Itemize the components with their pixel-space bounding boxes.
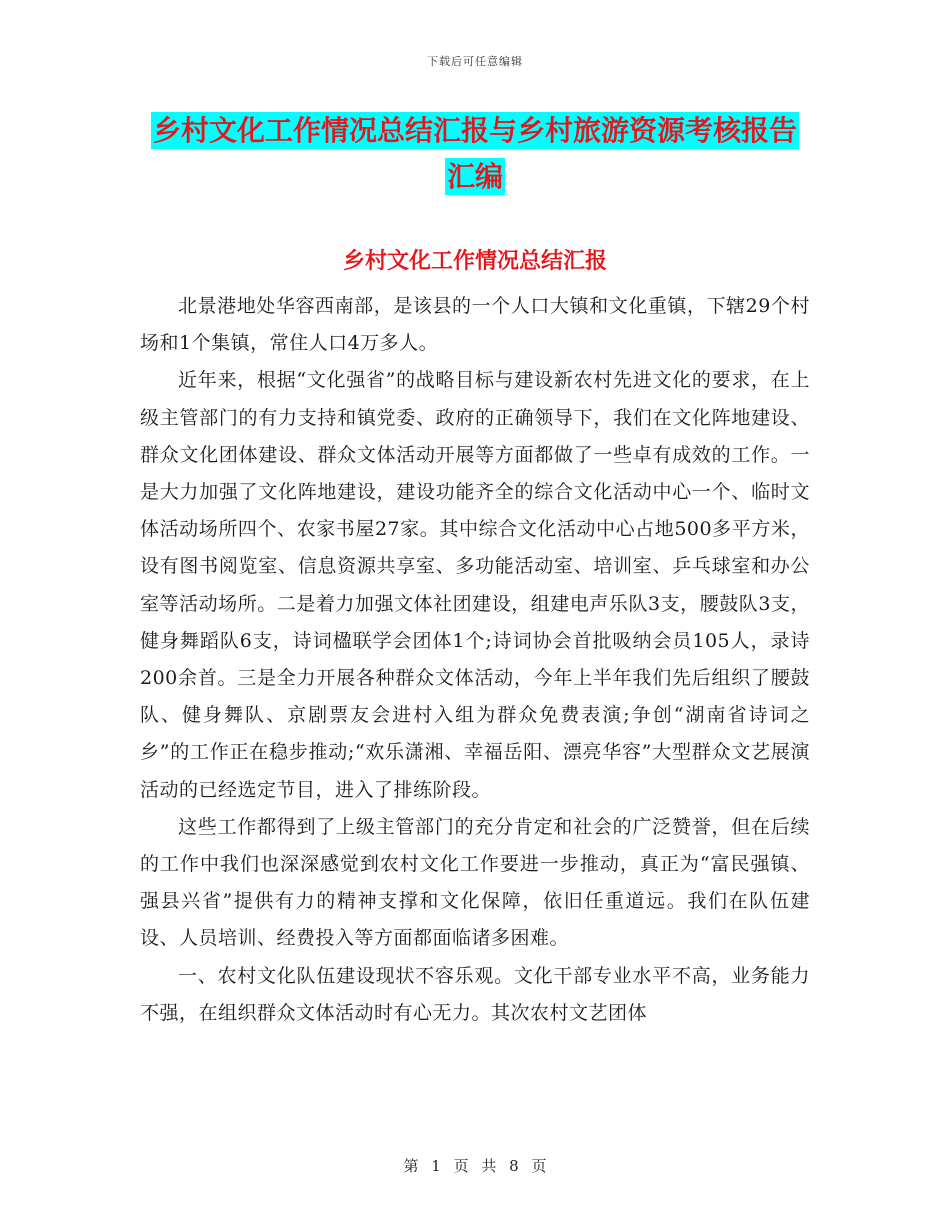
document-title-line-1: 乡村文化工作情况总结汇报与乡村旅游资源考核报告 [152,114,797,147]
document-title-line-2: 汇编 [446,160,503,193]
paragraph: 一、农村文化队伍建设现状不容乐观。文化干部专业水平不高，业务能力不强，在组织群众文体活动时有心无力。其次农村文艺团体 [140,964,810,1024]
document-title [140,108,810,200]
paragraph: 近年来，根据“文化强省”的战略目标与建设新农村先进文化的要求，在上级主管部门的有力支持和镇党委、政府的正确领导下，我们在文化阵地建设、群众文化团体建设、群众文体活动开展等方面都做了一些卓有成效的工作。一是大力加强了文化阵地建设，建设功能齐全的综合文化活动中心一个、临时文体活动场所四个、农家书屋27家。其中综合文化活动中心占地500多平方米，设有图书阅览室、信息资源共享室、多功能活动室、培训室、乒乓球室和办公室等活动场所。二是着力加强文体社团建设，组建电声乐队3支，腰鼓队3支，健身舞蹈队6支，诗词楹联学会团体1个;诗词协会首批吸纳会员105人，录诗200余首。三是全力开展各种群众文体活动，今年上半年我们先后组织了腰鼓队、健身舞队、京剧票友会进村入组为群众免费表演;争创“湖南省诗词之乡”的工作正在稳步推动;“欢乐潇湘、幸福岳阳、漂亮华容”大型群众文艺展演活动的已经选定节目，进入了排练阶段。 [140,369,810,801]
document-body [140,288,810,1032]
section-title: 乡村文化工作情况总结汇报 [342,249,607,274]
header-note: 下载后可任意编辑 [427,55,523,68]
paragraph: 这些工作都得到了上级主管部门的充分肯定和社会的广泛赞誉，但在后续的工作中我们也深深感觉到农村文化工作要进一步推动，真正为“富民强镇、强县兴省”提供有力的精神支撑和文化保障，依旧任重道远。我们在队伍建设、人员培训、经费投入等方面都面临诸多困难。 [140,815,810,950]
paragraph: 北景港地处华容西南部，是该县的一个人口大镇和文化重镇，下辖29个村场和1个集镇，常住人口4万多人。 [140,295,810,355]
page-number: 第 1 页 共 8 页 [403,1157,547,1175]
